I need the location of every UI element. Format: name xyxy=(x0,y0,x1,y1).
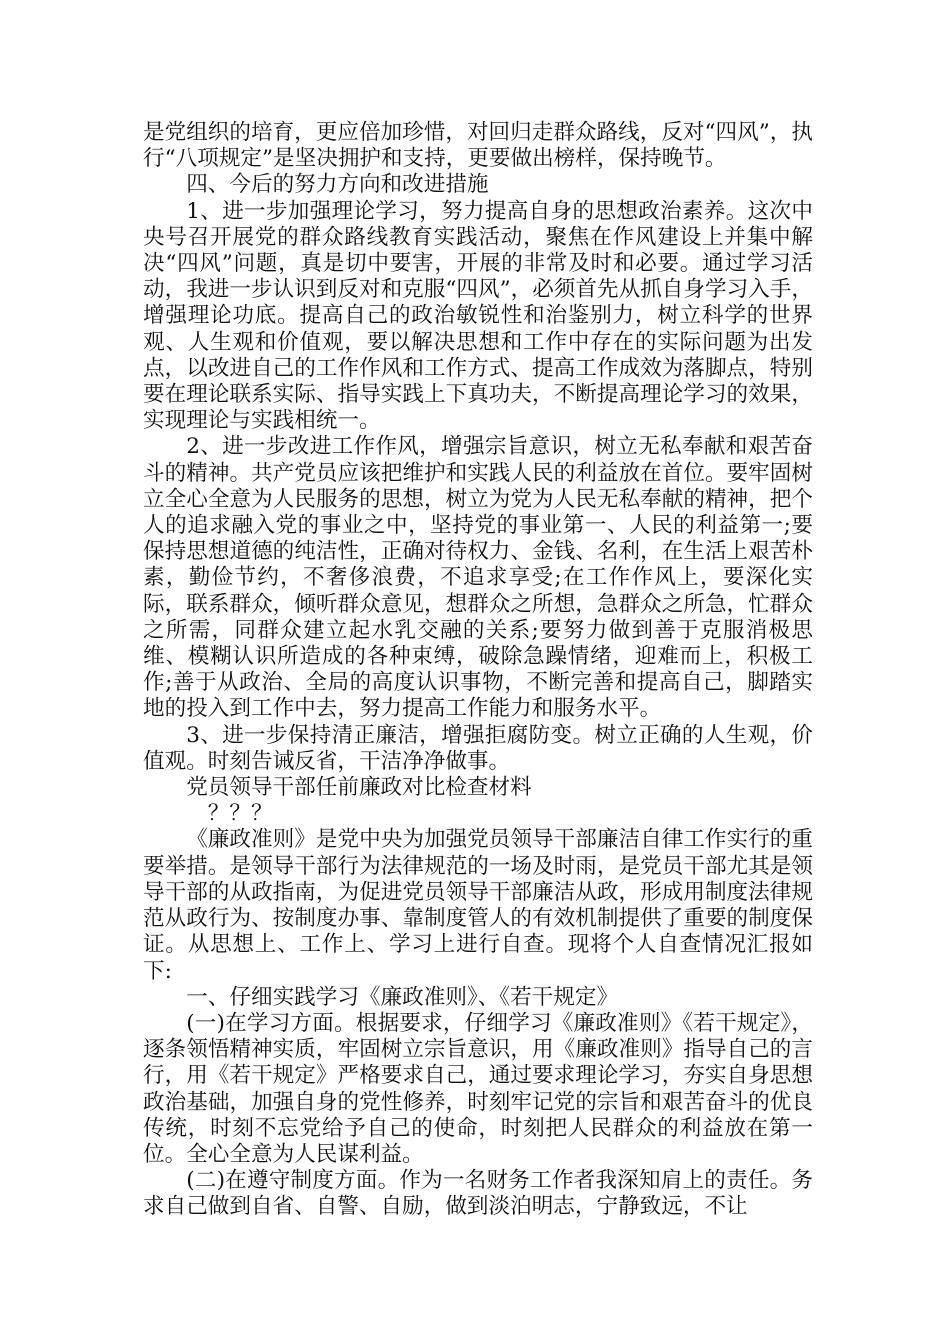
paragraph-continued: 是党组织的培育，更应倍加珍惜，对回归走群众路线，反对“四风”，执行“八项规定”是坚决拥护和支持，更要做出榜样，保持晚节。 xyxy=(143,120,813,172)
paragraph-intro: 《廉政准则》是党中央为加强党员领导干部廉洁自律工作实行的重要举措。是领导干部行为法律规范的一场及时雨，是党员干部尤其是领导干部的从政指南，为促进党员领导干部廉洁从政，形成用制度法律规范从政行为、按制度办事、靠制度管人的有效机制提供了重要的制度保证。从思想上、工作上、学习上进行自查。现将个人自查情况汇报如下: xyxy=(143,827,813,984)
paragraph-item-2: 2、进一步改进工作作风，增强宗旨意识，树立无私奉献和艰苦奋斗的精神。共产党员应该把维护和实践人民的利益放在首位。要牢固树立全心全意为人民服务的思想，树立为党为人民无私奉献的精神，把个人的追求融入党的事业之中，坚持党的事业第一、人民的利益第一;要保持思想道德的纯洁性，正确对待权力、金钱、名利，在生活上艰苦朴素，勤俭节约，不奢侈浪费，不追求享受;在工作作风上，要深化实际，联系群众，倾听群众意见，想群众之所想，急群众之所急，忙群众之所需，同群众建立起水乳交融的关系;要努力做到善于克服消极思维、模糊认识所造成的各种束缚，破除急躁情绪，迎难而上，积极工作;善于从政治、全局的高度认识事物，不断完善和提高自己，脚踏实地的投入到工作中去，努力提高工作能力和服务水平。 xyxy=(143,434,813,722)
paragraph-study: (一)在学习方面。根据要求，仔细学习《廉政准则》《若干规定》，逐条领悟精神实质，牢固树立宗旨意识，用《廉政准则》指导自己的言行，用《若干规定》严格要求自己，通过要求理论学习，夯实自身思想政治基础，加强自身的党性修养，时刻牢记党的宗旨和艰苦奋斗的优良传统，时刻不忘党给予自己的使命，时刻把人民群众的利益放在第一位。全心全意为人民谋利益。 xyxy=(143,1010,813,1167)
paragraph-item-3: 3、进一步保持清正廉洁，增强拒腐防变。树立正确的人生观，价值观。时刻告诫反省，干洁净净做事。 xyxy=(143,722,813,774)
paragraph-rules: (二)在遵守制度方面。作为一名财务工作者我深知肩上的责任。务求自己做到自省、自警、自励，做到淡泊明志，宁静致远，不让 xyxy=(143,1168,813,1220)
paragraph-item-1: 1、进一步加强理论学习，努力提高自身的思想政治素养。这次中央号召开展党的群众路线教育实践活动，聚焦在作风建设上并集中解决“四风”问题，真是切中要害，开展的非常及时和必要。通过学习活动，我进一步认识到反对和克服“四风”，必须首先从抓自身学习入手，增强理论功底。提高自己的政治敏锐性和治鉴别力，树立科学的世界观、人生观和价值观，要以解决思想和工作中存在的实际问题为出发点，以改进自己的工作作风和工作方式、提高工作成效为落脚点，特别要在理论联系实际、指导实践上下真功夫，不断提高理论学习的效果，实现理论与实践相统一。 xyxy=(143,198,813,434)
question-marks: ？？？ xyxy=(207,801,273,827)
section-heading-four: 四、今后的努力方向和改进措施 xyxy=(186,172,489,198)
section-heading-one: 一、仔细实践学习《廉政准则》、《若干规定》 xyxy=(186,984,619,1010)
document-title: 党员领导干部任前廉政对比检查材料 xyxy=(186,775,532,801)
document-page xyxy=(143,120,813,1221)
